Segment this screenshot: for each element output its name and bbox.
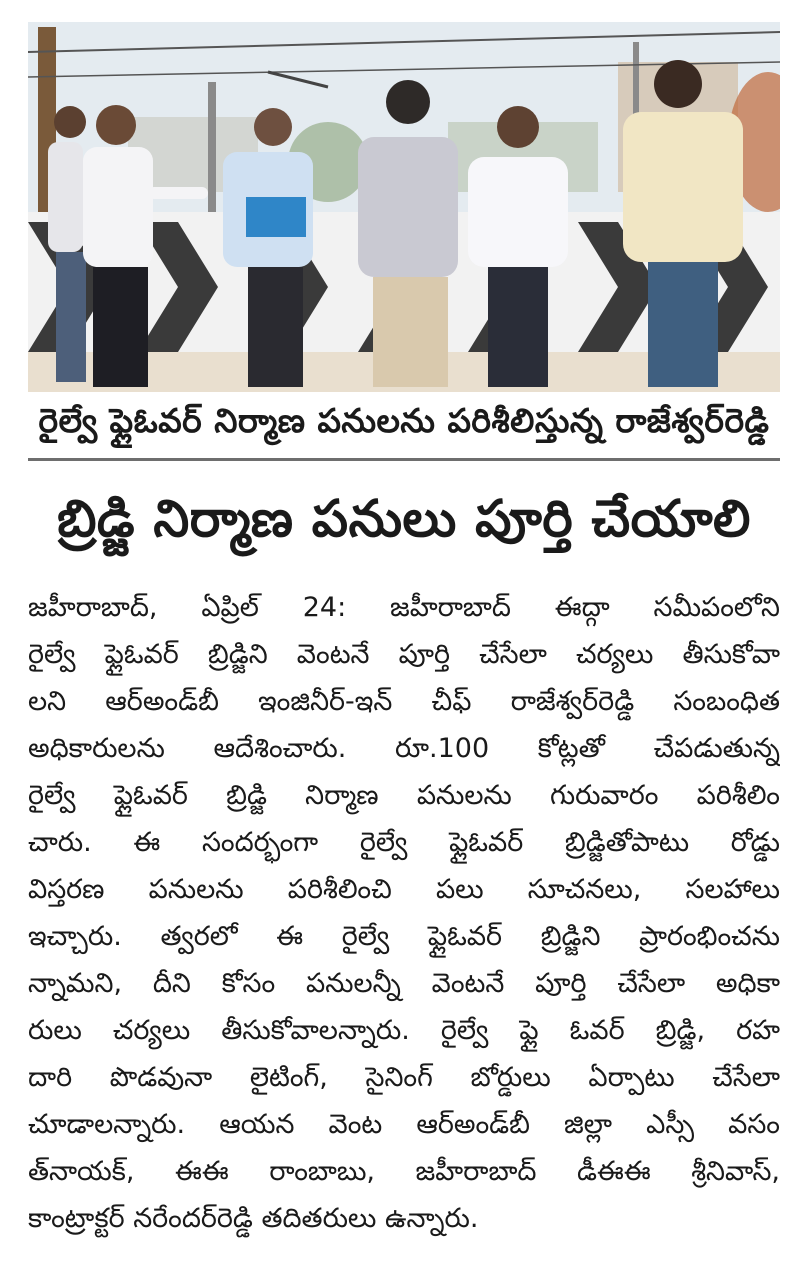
body-line: లని ఆర్అండ్‌బీ ఇంజినీర్-ఇన్ చీఫ్ రాజేశ్వర్‌రెడ్డి సంబంధిత <box>28 686 780 717</box>
body-line: దారి పొడవునా లైటింగ్, సైనింగ్ బోర్డులు ఏర్పాటు చేసేలా <box>28 1062 780 1093</box>
body-line: విస్తరణ పనులను పరిశీలించి పలు సూచనలు, సలహాలు <box>28 874 780 905</box>
body-line: కాంట్రాక్టర్ నరేందర్‌రెడ్డి తదితరులు ఉన్నారు. <box>28 1203 479 1234</box>
article-body <box>28 584 780 1242</box>
body-line: జహీరాబాద్, ఏప్రిల్ 24: జహీరాబాద్ ఈద్గా సమీపంలోని <box>28 592 780 623</box>
news-photo <box>28 22 780 392</box>
article-headline: బ్రిడ్జి నిర్మాణ పనులు పూర్తి చేయాలి <box>57 489 751 549</box>
body-line: రైల్వే ఫ్లైఓవర్ బ్రిడ్జి నిర్మాణ పనులను గురువారం పరిశీలిం <box>28 780 780 811</box>
caption-divider <box>28 458 780 461</box>
body-line: రైల్వే ఫ్లైఓవర్ బ్రిడ్జిని వెంటనే పూర్తి చేసేలా చర్యలు తీసుకోవా <box>28 639 780 670</box>
body-line: ఇచ్చారు. త్వరలో ఈ రైల్వే ఫ్లైఓవర్ బ్రిడ్జిని ప్రారంభించను <box>28 921 780 952</box>
body-line: చూడాలన్నారు. ఆయన వెంట ఆర్అండ్‌బీ జిల్లా ఎస్సీ వసం <box>28 1109 780 1140</box>
body-line: అధికారులను ఆదేశించారు. రూ.100 కోట్లతో చేపడుతున్న <box>28 733 780 764</box>
photo-caption: రైల్వే ఫ్లైఓవర్ నిర్మాణ పనులను పరిశీలిస్తున్న రాజేశ్వర్‌రెడ్డి <box>38 400 770 440</box>
body-line: న్నామని, దీని కోసం పనులన్నీ వెంటనే పూర్తి చేసేలా అధికా <box>28 968 780 999</box>
body-line: చారు. ఈ సందర్భంగా రైల్వే ఫ్లైఓవర్ బ్రిడ్జితోపాటు రోడ్డు <box>28 827 780 858</box>
body-line: రులు చర్యలు తీసుకోవాలన్నారు. రైల్వే ఫ్లై ఓవర్ బ్రిడ్జి, రహ <box>28 1015 780 1046</box>
body-line: త్‌నాయక్, ఈఈ రాంబాబు, జహీరాబాద్ డీఈఈ శ్రీనివాస్, <box>28 1156 780 1187</box>
